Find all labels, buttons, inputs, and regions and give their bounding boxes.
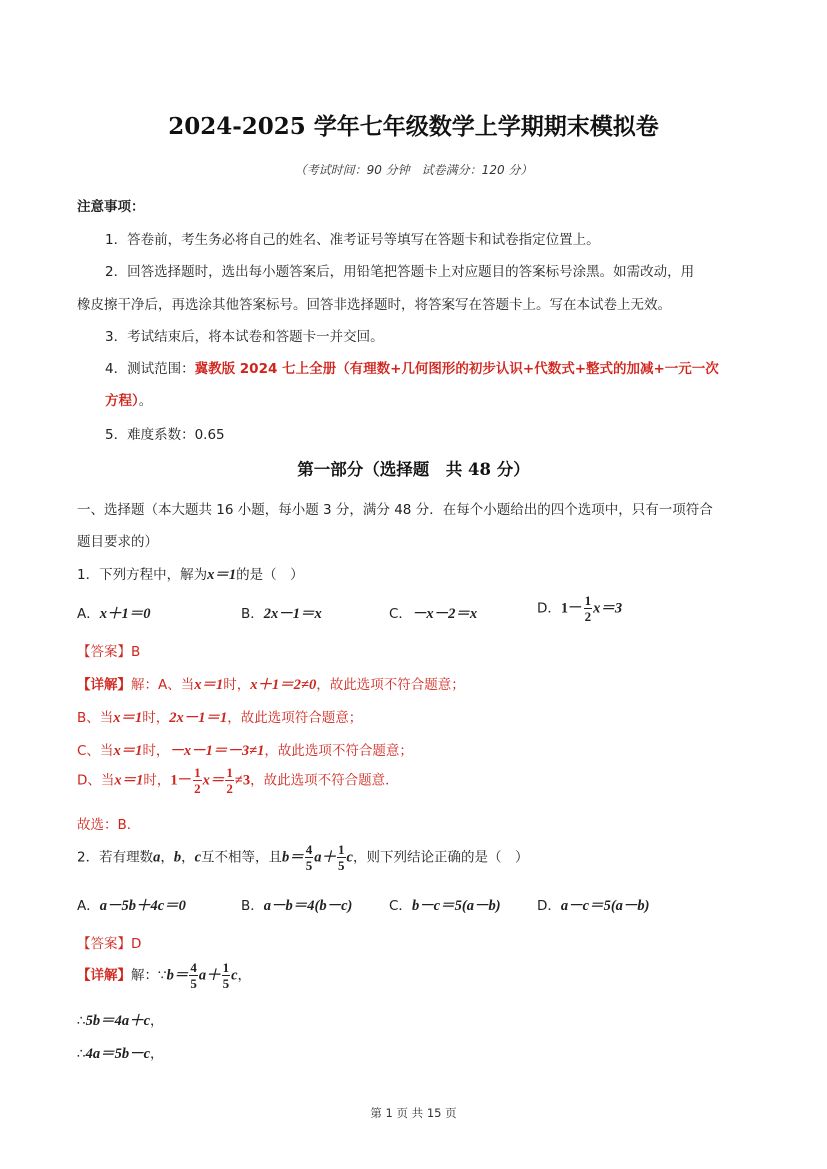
- q2-step-2: ∴4a＝5b－c，: [77, 1046, 164, 1062]
- q1-explanation-b: B、当x＝1时，2x－1＝1，故此选项符合题意；: [77, 710, 363, 726]
- q1-stem-math: x＝1: [207, 567, 237, 583]
- option-math: a－c＝5(a－b): [560, 898, 650, 914]
- q1-explanation-c: C、当x＝1时，－x－1＝－3≠1，故此选项不符合题意；: [77, 743, 413, 759]
- option-math: x＝3: [593, 600, 623, 617]
- option-label: C．: [389, 898, 412, 914]
- fraction: $\frac{1}{2}$: [194, 765, 201, 796]
- fraction: $\frac{1}{2}$: [226, 765, 233, 796]
- q1-explanation-d: D、当x＝1时，1－ $\frac{1}{2}$ x＝ $\frac{1}{2}$ ≠3，故此选项不符合题意．: [77, 765, 399, 796]
- q2-option-a: [77, 894, 186, 915]
- q1-stem-text: 1．下列方程中，解为: [77, 567, 208, 583]
- section-intro-line-1: 一、选择题（本大题共 16 小题，每小题 3 分，满分 48 分．在每个小题给出的四个选项中，只有一项符合: [77, 502, 713, 518]
- option-label: A．: [77, 606, 100, 622]
- fraction: $\frac{4}{5}$: [305, 842, 313, 873]
- q1-answer: 【答案】B: [77, 644, 141, 660]
- note-item-5: 5．难度系数：0.65: [105, 427, 225, 443]
- fraction: $\frac{1}{5}$: [338, 842, 345, 873]
- option-label: D．: [537, 898, 561, 914]
- option-math: 2x－1＝x: [263, 606, 322, 622]
- q2-option-c: [389, 894, 501, 915]
- option-label: C．: [389, 606, 412, 622]
- q2-stem: 2．若有理数a，b，c互不相等，且b＝ $\frac{4}{5}$ a＋ $\frac{1}{5}$ c，则下列结论正确的是（ ）: [77, 842, 529, 873]
- option-label: B．: [241, 898, 264, 914]
- q2-step-1: ∴5b＝4a＋c，: [77, 1013, 164, 1029]
- note-item-1: 1．答卷前，考生务必将自己的姓名、准考证号等填写在答题卡和试卷指定位置上。: [105, 232, 600, 248]
- fraction: $\frac{1}{5}$: [222, 960, 230, 991]
- option-math: a－5b＋4c＝0: [99, 898, 186, 914]
- test-scope: 冀教版 2024 七上全册（有理数+几何图形的初步认识+代数式+整式的加减+一元一次: [194, 361, 719, 377]
- section-title: 第一部分（选择题 共 48 分）: [297, 460, 530, 479]
- option-math: －x－2＝x: [411, 606, 478, 622]
- option-label: B．: [241, 606, 264, 622]
- explanation-tag: 【详解】: [77, 967, 131, 984]
- q1-option-d: [537, 594, 622, 623]
- section-intro-line-2: 题目要求的）: [77, 534, 158, 550]
- q1-option-b: [241, 602, 322, 623]
- note-item-4-period: 。: [138, 393, 153, 409]
- note-item-2-line-1: 2．回答选择题时，选出每小题答案后，用铅笔把答题卡上对应题目的答案标号涂黑。如需改动，用: [105, 264, 695, 280]
- option-math: b－c＝5(a－b): [411, 898, 501, 914]
- option-math: a－b＝4(b－c): [263, 898, 353, 914]
- q1-explanation-a: 【详解】解：A、当x＝1时，x＋1＝2≠0，故此选项不符合题意；: [77, 677, 465, 693]
- note-item-4-line-2: [105, 389, 152, 409]
- exam-info: （考试时间：90 分钟 试卷满分：120 分）: [294, 163, 533, 177]
- note-item-2-line-2: 橡皮擦干净后，再选涂其他答案标号。回答非选择题时，将答案写在答题卡上。写在本试卷上无效。: [77, 297, 671, 313]
- option-label: D．: [537, 600, 561, 617]
- page-number: 第 1 页 共 15 页: [370, 1106, 457, 1120]
- q1-stem: [77, 563, 304, 584]
- fraction: $\frac{4}{5}$: [190, 960, 197, 991]
- test-scope-end: 方程）: [105, 393, 139, 409]
- option-label: A．: [77, 898, 100, 914]
- fraction: $\frac{1}{2}$: [584, 593, 592, 624]
- page-title: 2024-2025 学年七年级数学上学期期末模拟卷: [168, 113, 659, 140]
- q1-conclusion: 故选：B．: [77, 817, 141, 833]
- q2-option-b: [241, 894, 352, 915]
- q2-answer: 【答案】D: [77, 936, 142, 952]
- q2-option-d: [537, 894, 650, 915]
- notes-heading: 注意事项：: [77, 199, 145, 215]
- q1-option-c: [389, 602, 477, 623]
- q2-explanation: 【详解】解：∵b＝ $\frac{4}{5}$ a＋ $\frac{1}{5}$ c，: [77, 960, 252, 991]
- explanation-tag: 【详解】: [77, 677, 131, 693]
- option-math: x＋1＝0: [99, 606, 151, 622]
- note-item-4-prefix: 4．测试范围：: [105, 361, 195, 377]
- note-item-3: 3．考试结束后，将本试卷和答题卡一并交回。: [105, 329, 384, 345]
- q1-stem-tail: 的是（ ）: [236, 567, 304, 583]
- note-item-4-line-1: [105, 357, 719, 377]
- q1-option-a: [77, 602, 151, 623]
- option-math: 1－: [560, 600, 583, 617]
